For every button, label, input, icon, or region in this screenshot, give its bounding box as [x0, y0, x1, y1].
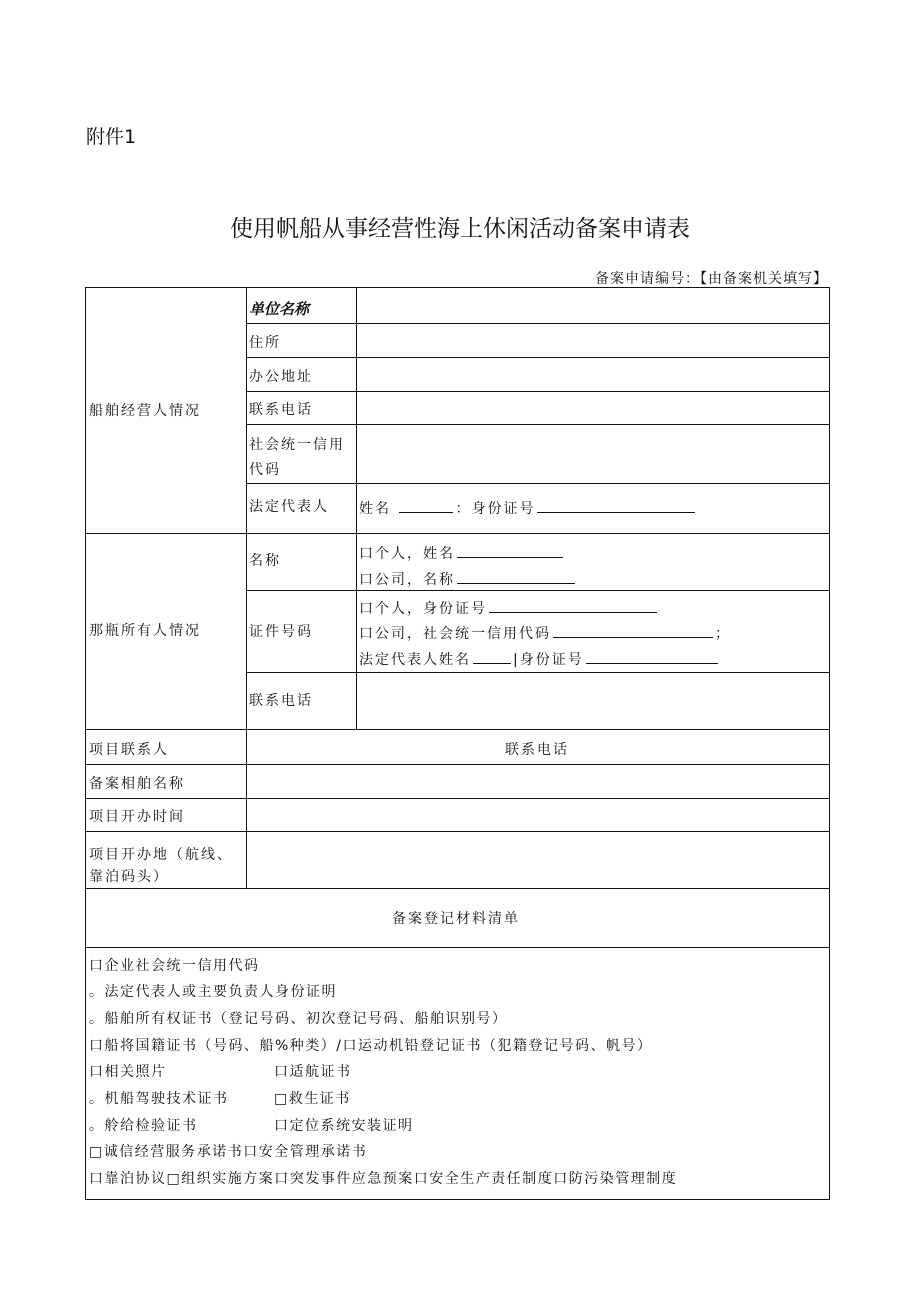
- legal-rep-label: 法定代表人: [249, 499, 329, 515]
- cert-legal-name-blank[interactable]: [473, 649, 511, 664]
- legal-rep-sep: ：: [455, 501, 472, 517]
- cert-legal: [359, 649, 720, 670]
- cert-company-label: 口公司，社会统一信用代码: [359, 626, 551, 642]
- cert-number-label: 证件号码: [249, 624, 313, 640]
- attachment-label: 附件1: [86, 126, 137, 148]
- operator-section-heading: 船舶经营人情况: [89, 403, 201, 419]
- cert-person-label: 口个人，身份证号: [359, 601, 487, 617]
- cert-person-blank[interactable]: [489, 598, 657, 613]
- cert-legal-name-label: 法定代表人姓名: [359, 652, 471, 668]
- location-label-line2: 靠泊码头）: [89, 869, 169, 885]
- residence-label: 住所: [249, 335, 281, 351]
- row-divider: [246, 483, 830, 484]
- material-item-left: 。机船驾驶技术证书: [89, 1091, 229, 1107]
- material-item-right: □救生证书: [274, 1091, 351, 1107]
- vessel-name-label: 备案相舶名称: [89, 776, 185, 792]
- cert-company-blank[interactable]: [553, 623, 713, 638]
- material-item-left: 口相关照片: [89, 1064, 167, 1080]
- material-item: 口靠泊协议□组织实施方案口突发事件应急预案口安全生产责任制度口防污染管理制度: [89, 1171, 678, 1187]
- row-divider: [246, 672, 830, 673]
- row-divider: [86, 533, 830, 534]
- owner-name-company-blank[interactable]: [457, 569, 575, 584]
- application-form-table: [85, 287, 830, 1200]
- cert-company-end: ；: [715, 626, 731, 642]
- application-number: 备案申请编号：【由备案机关填写】: [595, 271, 828, 287]
- cert-legal-id-label: 身份证号: [519, 652, 584, 668]
- cert-company: [359, 623, 731, 644]
- legal-rep-id-label: 身份证号: [471, 501, 536, 517]
- material-item-left: 。舲给检验证书: [89, 1118, 198, 1134]
- material-item-right: 口适航证书: [274, 1064, 352, 1080]
- credit-code-label-line2: 代码: [249, 462, 281, 478]
- cert-person: [359, 598, 659, 619]
- owner-phone-label: 联系电话: [249, 693, 313, 709]
- owner-section-heading: 那瓶所有人情况: [89, 623, 201, 639]
- col-divider: [356, 288, 357, 729]
- material-item: 。船舶所有权证书（登记号码、初次登记号码、船舶识别号）: [89, 1011, 508, 1027]
- legal-rep-name-label: 姓名: [359, 501, 391, 517]
- row-divider: [246, 590, 830, 591]
- project-contact-label: 项目联系人: [89, 742, 169, 758]
- project-contact-phone-label: 联系电话: [505, 742, 569, 758]
- material-item: 。法定代表人或主要负责人身份证明: [89, 984, 337, 1000]
- start-time-label: 项目开办时间: [89, 809, 185, 825]
- location-label-line1: 项目开办地（航线、: [89, 847, 233, 863]
- material-item-right: 口定位系统安装证明: [274, 1118, 414, 1134]
- owner-name-company: [359, 569, 577, 590]
- legal-rep-name-blank[interactable]: [399, 498, 453, 513]
- legal-rep-fields: [359, 498, 697, 519]
- row-divider: [246, 391, 830, 392]
- legal-rep-id-blank[interactable]: [537, 498, 695, 513]
- office-address-label: 办公地址: [249, 369, 313, 385]
- owner-name-company-label: 口公司，名称: [359, 572, 455, 588]
- owner-name-person: [359, 543, 565, 564]
- row-divider: [246, 323, 830, 324]
- row-divider: [246, 424, 830, 425]
- cert-legal-sep: |: [513, 652, 520, 668]
- credit-code-label-line1: 社会统一信用: [249, 437, 345, 453]
- unit-name-label: 单位名称: [249, 300, 310, 318]
- cert-legal-id-blank[interactable]: [586, 649, 718, 664]
- row-divider: [86, 947, 830, 948]
- owner-name-person-label: 口个人，姓名: [359, 546, 455, 562]
- form-title: 使用帆船从事经营性海上休闲活动备案申请表: [230, 216, 690, 242]
- operator-phone-label: 联系电话: [249, 402, 313, 418]
- row-divider: [86, 798, 830, 799]
- materials-heading: 备案登记材料清单: [392, 911, 520, 927]
- row-divider: [86, 729, 830, 730]
- material-item: 口企业社会统一信用代码: [89, 958, 260, 974]
- row-divider: [86, 831, 830, 832]
- row-divider: [246, 357, 830, 358]
- row-divider: [86, 764, 830, 765]
- owner-name-person-blank[interactable]: [457, 543, 563, 558]
- material-item: □诚信经营服务承诺书口安全管理承诺书: [89, 1144, 368, 1160]
- material-item: 口船将国籍证书（号码、船%种类）/口运动机铅登记证书（犯籍登记号码、帆号）: [89, 1038, 653, 1054]
- owner-name-label: 名称: [249, 553, 281, 569]
- row-divider: [86, 888, 830, 889]
